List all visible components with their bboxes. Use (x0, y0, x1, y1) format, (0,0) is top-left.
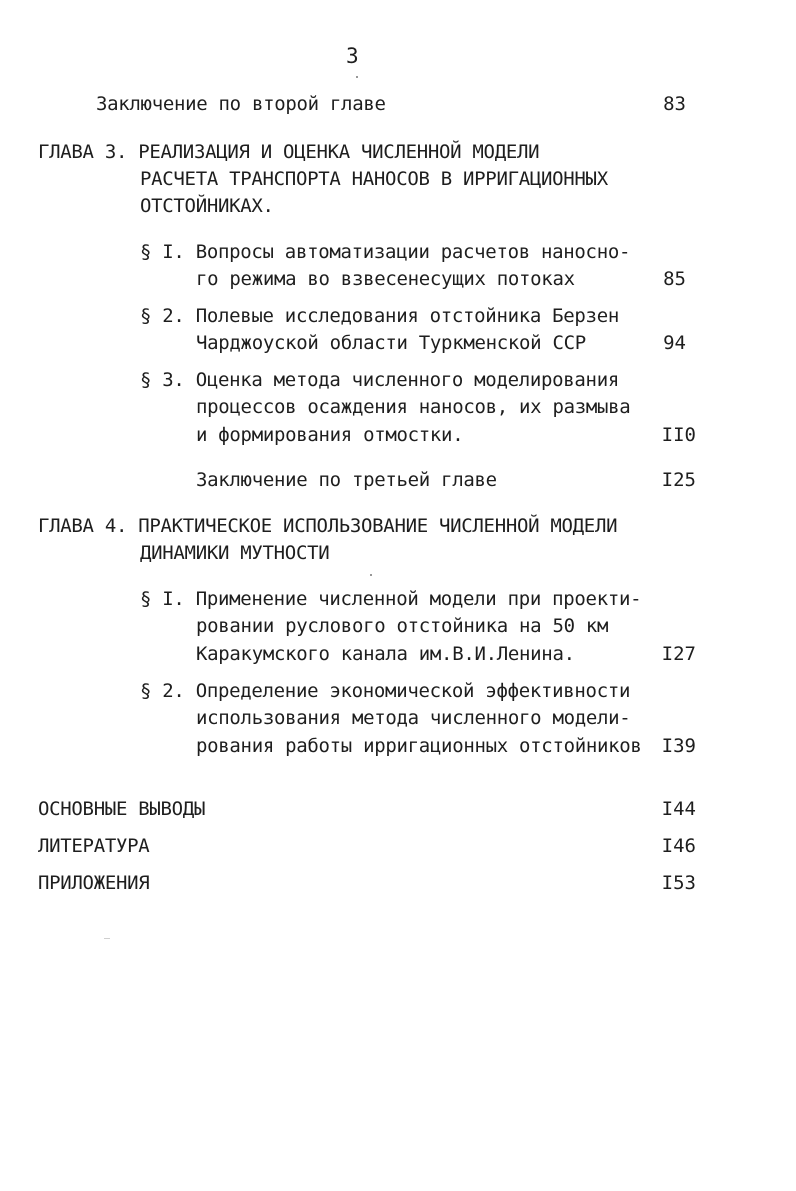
toc-page-ch3-section-2: 94 (663, 332, 686, 354)
toc-page-ch4-section-2: I39 (661, 735, 696, 757)
toc-chapter-4-title-line1: ГЛАВА 4. ПРАКТИЧЕСКОЕ ИСПОЛЬЗОВАНИЕ ЧИСЛЕННОЙ МОДЕЛИ (38, 515, 618, 537)
toc-ch4-section-1-line3: Каракумского канала им.В.И.Ленина. (196, 643, 575, 665)
toc-ch3-section-3-line3: и формирования отмостки. (196, 424, 464, 446)
toc-ch4-section-1-line2: ровании руслового отстойника на 50 км (196, 615, 609, 637)
toc-ch3-section-1-line2: го режима во взвесенесущих потоках (196, 268, 575, 290)
toc-page-ch2-conclusion: 83 (663, 93, 686, 115)
toc-page-conclusions: I44 (661, 798, 696, 820)
toc-ch4-section-2-line3: рования работы ирригационных отстойников (196, 735, 642, 757)
toc-chapter-3-title-line2: РАСЧЕТА ТРАНСПОРТА НАНОСОВ В ИРРИГАЦИОННЫХ (140, 168, 608, 190)
toc-entry-ch3-conclusion: Заключение по третьей главе (196, 469, 497, 491)
toc-ch4-section-1-line1: § I. Применение численной модели при проекти- (140, 588, 642, 610)
toc-ch3-section-3-line1: § 3. Оценка метода численного моделирования (140, 369, 619, 391)
toc-chapter-3-title-line1: ГЛАВА 3. РЕАЛИЗАЦИЯ И ОЦЕНКА ЧИСЛЕННОЙ МОДЕЛИ (38, 141, 540, 163)
toc-ch4-section-2-line2: использования метода численного модели- (196, 707, 631, 729)
toc-ch3-section-2-line2: Чарджоуской области Туркменской ССР (196, 332, 586, 354)
scan-speck (356, 76, 358, 78)
scan-speck (370, 574, 372, 576)
toc-entry-literature: ЛИТЕРАТУРА (38, 835, 150, 857)
toc-page-literature: I46 (661, 835, 696, 857)
toc-page-ch3-section-1: 85 (663, 268, 686, 290)
toc-page-appendices: I53 (661, 872, 696, 894)
toc-ch4-section-2-line1: § 2. Определение экономической эффективности (140, 680, 631, 702)
toc-ch3-section-1-line1: § I. Вопросы автоматизации расчетов наносно- (140, 241, 631, 263)
page-number: 3 (346, 44, 359, 68)
toc-entry-appendices: ПРИЛОЖЕНИЯ (38, 872, 150, 894)
toc-page-ch4-section-1: I27 (661, 643, 696, 665)
scan-mark (104, 938, 110, 939)
toc-page-ch3-conclusion: I25 (661, 469, 696, 491)
toc-ch3-section-2-line1: § 2. Полевые исследования отстойника Берзен (140, 305, 619, 327)
toc-entry-conclusions: ОСНОВНЫЕ ВЫВОДЫ (38, 798, 206, 820)
toc-page-ch3-section-3: II0 (661, 424, 696, 446)
toc-ch3-section-3-line2: процессов осаждения наносов, их размыва (196, 396, 631, 418)
toc-entry-ch2-conclusion: Заключение по второй главе (96, 93, 386, 115)
toc-chapter-4-title-line2: ДИНАМИКИ МУТНОСТИ (140, 542, 330, 564)
toc-chapter-3-title-line3: ОТСТОЙНИКАХ. (140, 195, 274, 217)
